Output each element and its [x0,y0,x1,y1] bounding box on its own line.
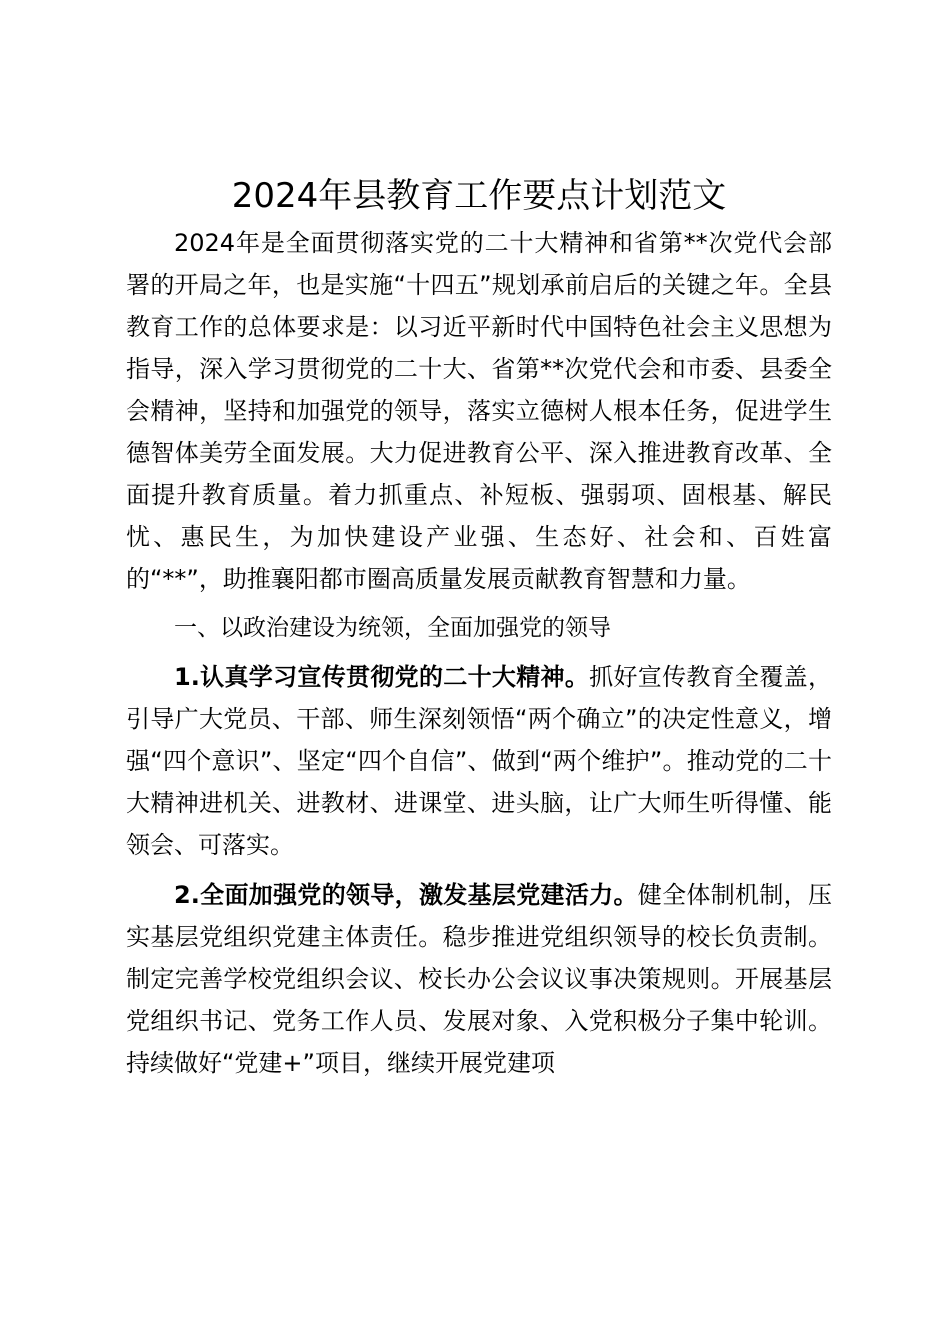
intro-paragraph: 2024年是全面贯彻落实党的二十大精神和省第**次党代会部署的开局之年，也是实施“十四五”规划承前启后的关键之年。全县教育工作的总体要求是：以习近平新时代中国特色社会主义思想为指导，深入学习贯彻党的二十大、省第**次党代会和市委、县委全会精神，坚持和加强党的领导，落实立德树人根本任务，促进学生德智体美劳全面发展。大力促进教育公平、深入推进教育改革、全面提升教育质量。着力抓重点、补短板、强弱项、固根基、解民忧、惠民生，为加快建设产业强、生态好、社会和、百姓富的“**”，助推襄阳都市圈高质量发展贡献教育智慧和力量。 [126,229,832,593]
item-body-2: 健全体制机制，压实基层党组织党建主体责任。稳步推进党组织领导的校长负责制。制定完善学校党组织会议、校长办公会议议事决策规则。开展基层党组织书记、党务工作人员、发展对象、入党积极分子集中轮训。持续做好“党建+”项目，继续开展党建项 [126,881,832,1077]
section-heading: 一、以政治建设为统领，全面加强党的领导 [174,614,611,640]
document-title: 2024年县教育工作要点计划范文 [231,176,727,216]
item-paragraph-1 [126,656,832,866]
item-paragraph-2 [126,874,832,1084]
item-body-1: 抓好宣传教育全覆盖，引导广大党员、干部、师生深刻领悟“两个确立”的决定性意义，增强“四个意识”、坚定“四个自信”、做到“两个维护”。推动党的二十大精神进机关、进教材、进课堂、进头脑，让广大师生听得懂、能领会、可落实。 [126,663,832,859]
item-lead-1: 1.认真学习宣传贯彻党的二十大精神。 [174,663,590,691]
item-lead-2: 2.全面加强党的领导，激发基层党建活力。 [174,881,638,909]
document-body [126,172,832,1084]
